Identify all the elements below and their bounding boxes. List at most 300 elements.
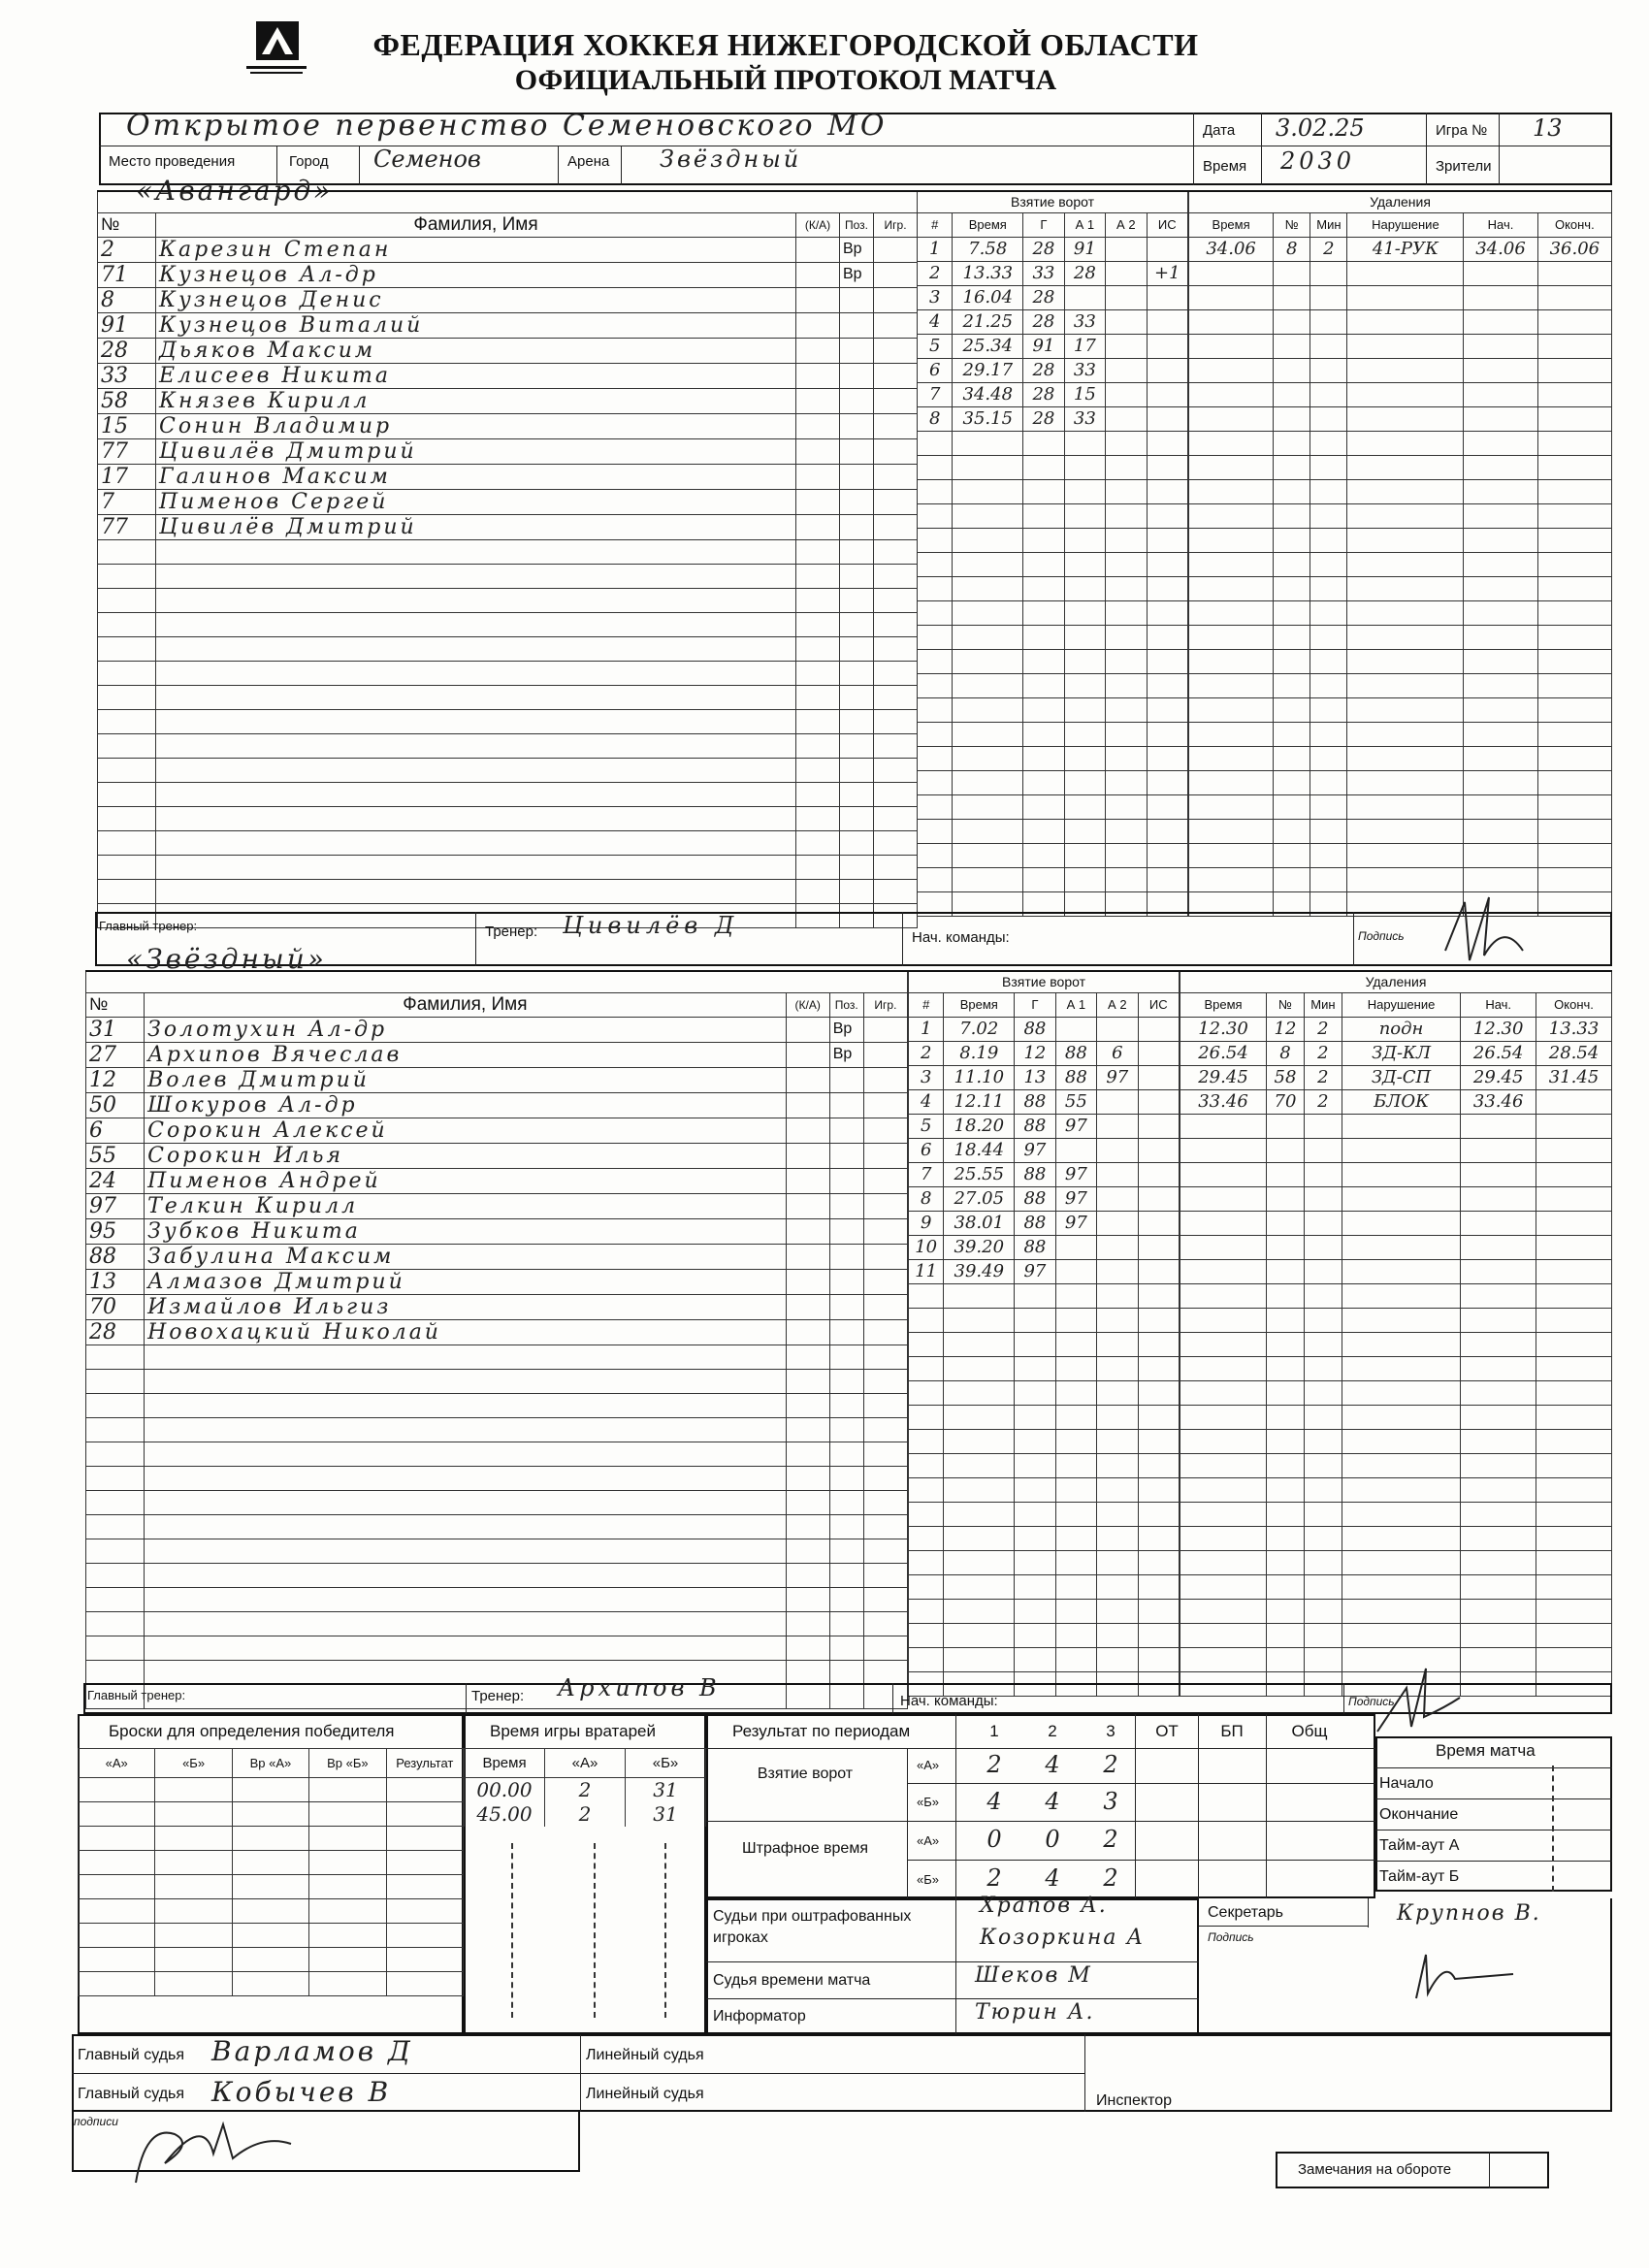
team-b-penalty-inf bbox=[1342, 1211, 1460, 1235]
team-a-player-row bbox=[98, 338, 918, 363]
team-a-goal-n bbox=[918, 867, 953, 891]
team-a-goal-a1: 17 bbox=[1064, 334, 1105, 358]
team-b-penalty-s bbox=[1461, 1623, 1536, 1647]
team-a-penalty-t bbox=[1189, 819, 1274, 843]
team-a-player-number: 7 bbox=[98, 489, 156, 514]
team-a-goal-a2 bbox=[1106, 843, 1147, 867]
team-a-goal-row bbox=[918, 770, 1188, 794]
team-b-goal-n: 2 bbox=[909, 1041, 944, 1065]
team-b-penalty-min bbox=[1304, 1114, 1342, 1138]
team-a-penalty-inf bbox=[1347, 576, 1464, 600]
team-b-penalty-inf bbox=[1342, 1186, 1460, 1211]
team-b-penalty-row bbox=[1180, 1186, 1612, 1211]
team-b-goal-a2 bbox=[1097, 1550, 1138, 1574]
period-pim-a-3: 2 bbox=[1103, 1826, 1118, 1853]
team-a-penalty-e bbox=[1537, 285, 1611, 309]
informer-value: Тюрин А. bbox=[975, 2000, 1095, 2025]
team-a-goal-n bbox=[918, 431, 953, 455]
team-b-goal-is bbox=[1138, 1089, 1179, 1114]
team-a-penalty-min bbox=[1310, 309, 1347, 334]
team-a-player-row bbox=[98, 830, 918, 855]
team-a-penalty-inf bbox=[1347, 649, 1464, 673]
team-b-player-pos bbox=[829, 1417, 863, 1442]
team-b-penalty-no bbox=[1267, 1356, 1305, 1380]
team-b-player-row bbox=[86, 1345, 908, 1369]
team-b-penalty-e bbox=[1536, 1283, 1612, 1308]
team-a-goal-is bbox=[1147, 237, 1187, 261]
team-a-penalty-t bbox=[1189, 673, 1274, 697]
team-b-player-row bbox=[86, 1587, 908, 1611]
team-a-goal-is bbox=[1147, 479, 1187, 503]
team-a-goal-row bbox=[918, 625, 1188, 649]
team-a-penalty-e bbox=[1537, 431, 1611, 455]
team-b-goal-n bbox=[909, 1283, 944, 1308]
team-a-penalty-inf bbox=[1347, 334, 1464, 358]
team-b-goal-a1 bbox=[1055, 1477, 1096, 1502]
team-b-penalty-e bbox=[1536, 1380, 1612, 1405]
team-b-player-row bbox=[86, 1067, 908, 1092]
team-a-player-pos bbox=[840, 338, 874, 363]
team-b-player-row bbox=[86, 1168, 908, 1193]
team-b-player-pos bbox=[829, 1393, 863, 1417]
team-b-penalty-inf bbox=[1342, 1429, 1460, 1453]
team-a-goal-n bbox=[918, 843, 953, 867]
team-a-player-number bbox=[98, 879, 156, 903]
team-b-penalty-min bbox=[1304, 1380, 1342, 1405]
team-b-goal-a1 bbox=[1055, 1647, 1096, 1671]
team-b-goal-g: 13 bbox=[1015, 1065, 1055, 1089]
team-a-penalty-t bbox=[1189, 600, 1274, 625]
team-a-player-row bbox=[98, 855, 918, 879]
team-a-goal-row bbox=[918, 600, 1188, 625]
team-b-penalty-min bbox=[1304, 1259, 1342, 1283]
team-b-goal-t bbox=[944, 1380, 1015, 1405]
pim-label: Штрафное время bbox=[742, 1840, 868, 1857]
team-b-penalty-e: 28.54 bbox=[1536, 1041, 1612, 1065]
team-a-penalty-e bbox=[1537, 358, 1611, 382]
team-a-penalty-t bbox=[1189, 455, 1274, 479]
team-b-goal-t bbox=[944, 1599, 1015, 1623]
team-b-penalty-no bbox=[1267, 1623, 1305, 1647]
team-b-player-row bbox=[86, 1369, 908, 1393]
team-b-goal-a1: 88 bbox=[1055, 1041, 1096, 1065]
team-a-penalty-no bbox=[1274, 673, 1310, 697]
team-b-penalty-row bbox=[1180, 1356, 1612, 1380]
team-a-goal-t bbox=[953, 431, 1023, 455]
team-a-goal-t bbox=[953, 697, 1023, 722]
team-a-penalty-row bbox=[1189, 528, 1612, 552]
team-b-name: «Звёздный» bbox=[126, 943, 327, 975]
team-b-goal-n: 5 bbox=[909, 1114, 944, 1138]
team-b-player-pos bbox=[829, 1563, 863, 1587]
team-b-goal-t: 7.02 bbox=[944, 1017, 1015, 1041]
team-a-player-row bbox=[98, 539, 918, 564]
team-a-penalty-min bbox=[1310, 358, 1347, 382]
team-a-player-name bbox=[156, 564, 796, 588]
team-b-penalty-s bbox=[1461, 1235, 1536, 1259]
period-goals-b-2: 4 bbox=[1045, 1788, 1060, 1815]
team-b-goal-a1: 88 bbox=[1055, 1065, 1096, 1089]
team-a-player-number bbox=[98, 588, 156, 612]
team-b-penalty-s bbox=[1461, 1283, 1536, 1308]
team-a-penalty-min bbox=[1310, 261, 1347, 285]
team-b-penalty-e: 31.45 bbox=[1536, 1065, 1612, 1089]
team-a-player-name bbox=[156, 782, 796, 806]
team-a-player-row bbox=[98, 262, 918, 287]
team-a-penalty-s: 34.06 bbox=[1464, 237, 1537, 261]
team-a-goal-g bbox=[1023, 697, 1064, 722]
team-b-goal-row bbox=[909, 1380, 1180, 1405]
team-a-penalty-inf bbox=[1347, 528, 1464, 552]
team-a-penalty-inf: 41-РУК bbox=[1347, 237, 1464, 261]
team-b-player-name bbox=[145, 1636, 787, 1660]
team-b-goal-a1 bbox=[1055, 1405, 1096, 1429]
team-b-goal-is bbox=[1138, 1453, 1179, 1477]
team-a-penalty-e bbox=[1537, 455, 1611, 479]
team-a-player-number: 71 bbox=[98, 262, 156, 287]
team-b-goal-is bbox=[1138, 1477, 1179, 1502]
team-a-goal-n bbox=[918, 746, 953, 770]
team-a-col-pos: Поз. bbox=[840, 212, 874, 237]
team-b-goal-n bbox=[909, 1550, 944, 1574]
linesman-label-2: Линейный судья bbox=[586, 2086, 704, 2102]
team-b-penalty-inf bbox=[1342, 1356, 1460, 1380]
team-b-penalty-min bbox=[1304, 1574, 1342, 1599]
match-time-row-3: Тайм-аут Б bbox=[1379, 1868, 1460, 1885]
team-b-penalty-s bbox=[1461, 1308, 1536, 1332]
team-a-penalty-t bbox=[1189, 528, 1274, 552]
period-goals-a-1: 2 bbox=[986, 1751, 1002, 1778]
team-b-goal-n bbox=[909, 1526, 944, 1550]
team-a-player-name bbox=[156, 612, 796, 636]
team-a-goal-is bbox=[1147, 673, 1187, 697]
team-b-signature bbox=[1368, 1659, 1474, 1746]
team-a-player-number bbox=[98, 661, 156, 685]
team-b-penalty-e bbox=[1536, 1429, 1612, 1453]
team-b-goal-row bbox=[909, 1186, 1180, 1211]
match-time-title: Время матча bbox=[1436, 1741, 1536, 1760]
team-b-player-pos bbox=[829, 1244, 863, 1269]
team-b-penalty-t: 33.46 bbox=[1180, 1089, 1267, 1114]
team-b-penalty-e bbox=[1536, 1089, 1612, 1114]
team-b-goal-g bbox=[1015, 1623, 1055, 1647]
team-a-player-row bbox=[98, 709, 918, 733]
team-b-player-row bbox=[86, 1466, 908, 1490]
team-b-player-name: Сорокин Илья bbox=[145, 1143, 787, 1168]
team-a-penalty-min bbox=[1310, 503, 1347, 528]
team-a-goal-row bbox=[918, 503, 1188, 528]
team-b-penalty-e bbox=[1536, 1235, 1612, 1259]
team-b-penalty-t bbox=[1180, 1477, 1267, 1502]
team-b-goal-t bbox=[944, 1429, 1015, 1453]
team-a-goal-n bbox=[918, 770, 953, 794]
team-b-penalty-s: 26.54 bbox=[1461, 1041, 1536, 1065]
team-b-player-pos bbox=[829, 1660, 863, 1684]
referee-signature bbox=[116, 2105, 310, 2192]
team-b-penalty-t bbox=[1180, 1599, 1267, 1623]
team-a-goal-t bbox=[953, 794, 1023, 819]
team-b-penalty-e bbox=[1536, 1332, 1612, 1356]
team-b-penalty-min bbox=[1304, 1599, 1342, 1623]
team-b-penalty-inf bbox=[1342, 1574, 1460, 1599]
team-a-goal-g bbox=[1023, 794, 1064, 819]
team-a-player-name bbox=[156, 685, 796, 709]
team-b-goal-t bbox=[944, 1550, 1015, 1574]
team-a-penalty-t bbox=[1189, 479, 1274, 503]
timekeeper-value: Шеков М bbox=[975, 1963, 1092, 1988]
team-b-player-number bbox=[86, 1611, 145, 1636]
team-b-penalty-inf bbox=[1342, 1162, 1460, 1186]
team-b-goal-a2 bbox=[1097, 1405, 1138, 1429]
team-a-penalty-row bbox=[1189, 455, 1612, 479]
team-a-penalty-t bbox=[1189, 431, 1274, 455]
team-a-penalty-row bbox=[1189, 819, 1612, 843]
team-b-goal-g bbox=[1015, 1550, 1055, 1574]
team-a-captain-label: Нач. команды: bbox=[912, 929, 1010, 946]
team-b-penalty-no: 8 bbox=[1267, 1041, 1305, 1065]
team-b-player-row bbox=[86, 1660, 908, 1684]
team-a-penalty-s bbox=[1464, 285, 1537, 309]
team-b-goal-row bbox=[909, 1502, 1180, 1526]
team-a-penalty-s bbox=[1464, 746, 1537, 770]
team-b-penalty-min bbox=[1304, 1211, 1342, 1235]
team-b-penalty-t bbox=[1180, 1380, 1267, 1405]
gk-col-1: «А» bbox=[545, 1749, 626, 1778]
team-b-penalty-no bbox=[1267, 1405, 1305, 1429]
referee-label-1: Главный судья bbox=[78, 2047, 185, 2063]
team-a-player-name: Князев Кирилл bbox=[156, 388, 796, 413]
team-a-goal-a2 bbox=[1106, 285, 1147, 309]
team-a-player-pos bbox=[840, 539, 874, 564]
team-a-player-pos bbox=[840, 806, 874, 830]
team-b-player-name: Архипов Вячеслав bbox=[145, 1042, 787, 1067]
penalty-judges-label: Судьи при оштрафованных игроках bbox=[713, 1908, 912, 1946]
team-b-goal-a2 bbox=[1097, 1089, 1138, 1114]
team-a-col-no: № bbox=[98, 212, 156, 237]
team-a-penalty-t bbox=[1189, 334, 1274, 358]
team-b-goal-a1: 97 bbox=[1055, 1162, 1096, 1186]
team-a-goal-t bbox=[953, 455, 1023, 479]
team-b-goal-a1: 97 bbox=[1055, 1114, 1096, 1138]
team-b-penalty-e bbox=[1536, 1308, 1612, 1332]
team-b-penalty-min bbox=[1304, 1186, 1342, 1211]
team-a-pen-col-4: Нач. bbox=[1464, 212, 1537, 237]
team-a-goal-t bbox=[953, 528, 1023, 552]
team-b-pen-col-2: Мин bbox=[1304, 992, 1342, 1017]
signatures-label: подписи bbox=[74, 2115, 118, 2128]
period-pim-b-2: 4 bbox=[1045, 1864, 1060, 1892]
team-b-goal-row bbox=[909, 1429, 1180, 1453]
team-b-player-row bbox=[86, 1636, 908, 1660]
team-a-player-number: 15 bbox=[98, 413, 156, 438]
team-b-player-pos bbox=[829, 1345, 863, 1369]
team-a-penalty-min: 2 bbox=[1310, 237, 1347, 261]
team-a-penalty-no bbox=[1274, 649, 1310, 673]
team-a-player-name bbox=[156, 830, 796, 855]
team-a-penalty-t bbox=[1189, 285, 1274, 309]
team-a-goal-row bbox=[918, 867, 1188, 891]
team-a-penalty-no bbox=[1274, 722, 1310, 746]
time-value: 2030 bbox=[1280, 147, 1356, 175]
team-a-penalty-e bbox=[1537, 625, 1611, 649]
team-a-goals-col-2: Г bbox=[1023, 212, 1064, 237]
team-a-penalty-t bbox=[1189, 503, 1274, 528]
team-a-penalty-s bbox=[1464, 358, 1537, 382]
team-a-penalty-t bbox=[1189, 794, 1274, 819]
team-a-goals-title: Взятие ворот bbox=[918, 191, 1188, 212]
team-b-penalty-no bbox=[1267, 1308, 1305, 1332]
team-b-penalty-e bbox=[1536, 1114, 1612, 1138]
team-a-penalty-min bbox=[1310, 431, 1347, 455]
referee-1-value: Варламов Д bbox=[211, 2035, 413, 2067]
team-b-goal-a2: 97 bbox=[1097, 1065, 1138, 1089]
team-a-player-pos bbox=[840, 612, 874, 636]
team-b-goal-g bbox=[1015, 1453, 1055, 1477]
team-a-goal-a2 bbox=[1106, 237, 1147, 261]
team-a-goal-a1 bbox=[1064, 479, 1105, 503]
team-a-goal-n bbox=[918, 455, 953, 479]
team-b-player-number: 27 bbox=[86, 1042, 145, 1067]
team-a-penalty-inf bbox=[1347, 285, 1464, 309]
team-b-penalty-row bbox=[1180, 1211, 1612, 1235]
team-a-penalty-s bbox=[1464, 406, 1537, 431]
team-b-penalty-s bbox=[1461, 1429, 1536, 1453]
team-a-head-coach-label: Главный тренер: bbox=[99, 919, 198, 933]
team-a-goal-a2 bbox=[1106, 479, 1147, 503]
team-a-goal-a2 bbox=[1106, 503, 1147, 528]
team-a-goal-row bbox=[918, 576, 1188, 600]
team-a-penalty-e bbox=[1537, 479, 1611, 503]
team-a-goal-is bbox=[1147, 455, 1187, 479]
team-b-player-pos bbox=[829, 1539, 863, 1563]
team-b-goal-g bbox=[1015, 1380, 1055, 1405]
team-a-goal-g bbox=[1023, 722, 1064, 746]
team-a-goal-a1 bbox=[1064, 697, 1105, 722]
team-a-goal-is bbox=[1147, 309, 1187, 334]
team-b-goal-a1 bbox=[1055, 1526, 1096, 1550]
team-b-goals-col-0: # bbox=[909, 992, 944, 1017]
period-pim-a-1: 0 bbox=[986, 1826, 1002, 1853]
arena-label: Арена bbox=[567, 153, 610, 170]
team-b-goal-t bbox=[944, 1526, 1015, 1550]
team-b-col-game: Игр. bbox=[863, 992, 907, 1017]
team-b-penalty-s bbox=[1461, 1453, 1536, 1477]
team-b-penalty-t bbox=[1180, 1356, 1267, 1380]
team-b-penalty-no: 12 bbox=[1267, 1017, 1305, 1041]
team-a-goal-g bbox=[1023, 770, 1064, 794]
team-b-goal-a1 bbox=[1055, 1356, 1096, 1380]
team-b-goal-a1 bbox=[1055, 1017, 1096, 1041]
team-a-penalty-t bbox=[1189, 261, 1274, 285]
team-b-penalty-inf bbox=[1342, 1308, 1460, 1332]
team-a-penalty-min bbox=[1310, 673, 1347, 697]
timekeeper-label: Судья времени матча bbox=[713, 1972, 871, 1989]
team-b-penalty-s bbox=[1461, 1186, 1536, 1211]
team-a-player-pos bbox=[840, 685, 874, 709]
team-b-penalty-min bbox=[1304, 1526, 1342, 1550]
team-b-goal-t bbox=[944, 1405, 1015, 1429]
gk-cell: 31 bbox=[626, 1778, 706, 1802]
team-a-goal-t bbox=[953, 503, 1023, 528]
team-a-goal-row bbox=[918, 261, 1188, 285]
team-b-goal-row bbox=[909, 1526, 1180, 1550]
team-a-penalty-t bbox=[1189, 770, 1274, 794]
team-a-goal-row bbox=[918, 673, 1188, 697]
team-a-goal-row bbox=[918, 358, 1188, 382]
team-b-player-number bbox=[86, 1393, 145, 1417]
team-a-goal-g bbox=[1023, 528, 1064, 552]
team-b-penalty-min bbox=[1304, 1502, 1342, 1526]
team-a-penalty-s bbox=[1464, 770, 1537, 794]
period-pim-b-3: 2 bbox=[1103, 1864, 1118, 1892]
team-b-goal-a2 bbox=[1097, 1283, 1138, 1308]
team-a-penalty-no bbox=[1274, 552, 1310, 576]
team-a-penalty-row bbox=[1189, 673, 1612, 697]
team-a-goal-t: 13.33 bbox=[953, 261, 1023, 285]
team-a-goal-g: 33 bbox=[1023, 261, 1064, 285]
team-b-goal-n bbox=[909, 1574, 944, 1599]
team-a-penalty-t bbox=[1189, 697, 1274, 722]
team-b-goal-g bbox=[1015, 1429, 1055, 1453]
team-b-penalty-inf bbox=[1342, 1477, 1460, 1502]
team-b-goal-t bbox=[944, 1356, 1015, 1380]
team-b-goal-n: 9 bbox=[909, 1211, 944, 1235]
team-b-col-no: № bbox=[86, 992, 145, 1017]
team-b-penalty-t bbox=[1180, 1186, 1267, 1211]
team-a-goal-n: 1 bbox=[918, 237, 953, 261]
team-a-player-pos bbox=[840, 855, 874, 879]
team-b-goal-g: 88 bbox=[1015, 1017, 1055, 1041]
team-b-penalty-no bbox=[1267, 1235, 1305, 1259]
team-b-goal-a2 bbox=[1097, 1477, 1138, 1502]
team-a-penalty-s bbox=[1464, 697, 1537, 722]
team-a-goal-a1 bbox=[1064, 431, 1105, 455]
gk-col-0: Время bbox=[465, 1749, 545, 1778]
team-a-penalty-s bbox=[1464, 334, 1537, 358]
team-b-player-pos bbox=[829, 1193, 863, 1218]
team-b-penalty-t bbox=[1180, 1574, 1267, 1599]
team-a-penalty-row bbox=[1189, 334, 1612, 358]
team-a-player-row bbox=[98, 782, 918, 806]
team-b-penalty-inf bbox=[1342, 1623, 1460, 1647]
gk-row bbox=[465, 1778, 706, 1802]
team-b-goal-t bbox=[944, 1647, 1015, 1671]
team-b-player-number bbox=[86, 1660, 145, 1684]
team-a-player-name: Пименов Сергей bbox=[156, 489, 796, 514]
team-a-penalty-row bbox=[1189, 625, 1612, 649]
team-a-player-name bbox=[156, 588, 796, 612]
team-b-player-row bbox=[86, 1514, 908, 1539]
team-a-penalty-s bbox=[1464, 382, 1537, 406]
team-b-player-number: 24 bbox=[86, 1168, 145, 1193]
team-b-penalty-e bbox=[1536, 1623, 1612, 1647]
team-a-player-pos bbox=[840, 413, 874, 438]
team-b-penalty-s bbox=[1461, 1259, 1536, 1283]
team-a-penalty-e: 36.06 bbox=[1537, 237, 1611, 261]
team-a-penalty-s bbox=[1464, 843, 1537, 867]
team-a-penalty-e bbox=[1537, 770, 1611, 794]
venue-label: Место проведения bbox=[109, 153, 236, 170]
team-b-player-row bbox=[86, 1218, 908, 1244]
team-a-penalty-t bbox=[1189, 309, 1274, 334]
match-time-row-1: Окончание bbox=[1379, 1806, 1459, 1823]
team-a-goal-t: 7.58 bbox=[953, 237, 1023, 261]
team-b-penalty-s bbox=[1461, 1162, 1536, 1186]
team-a-penalty-e bbox=[1537, 309, 1611, 334]
team-a-goal-a1 bbox=[1064, 843, 1105, 867]
team-a-goal-t bbox=[953, 819, 1023, 843]
team-a-signature bbox=[1436, 883, 1542, 970]
